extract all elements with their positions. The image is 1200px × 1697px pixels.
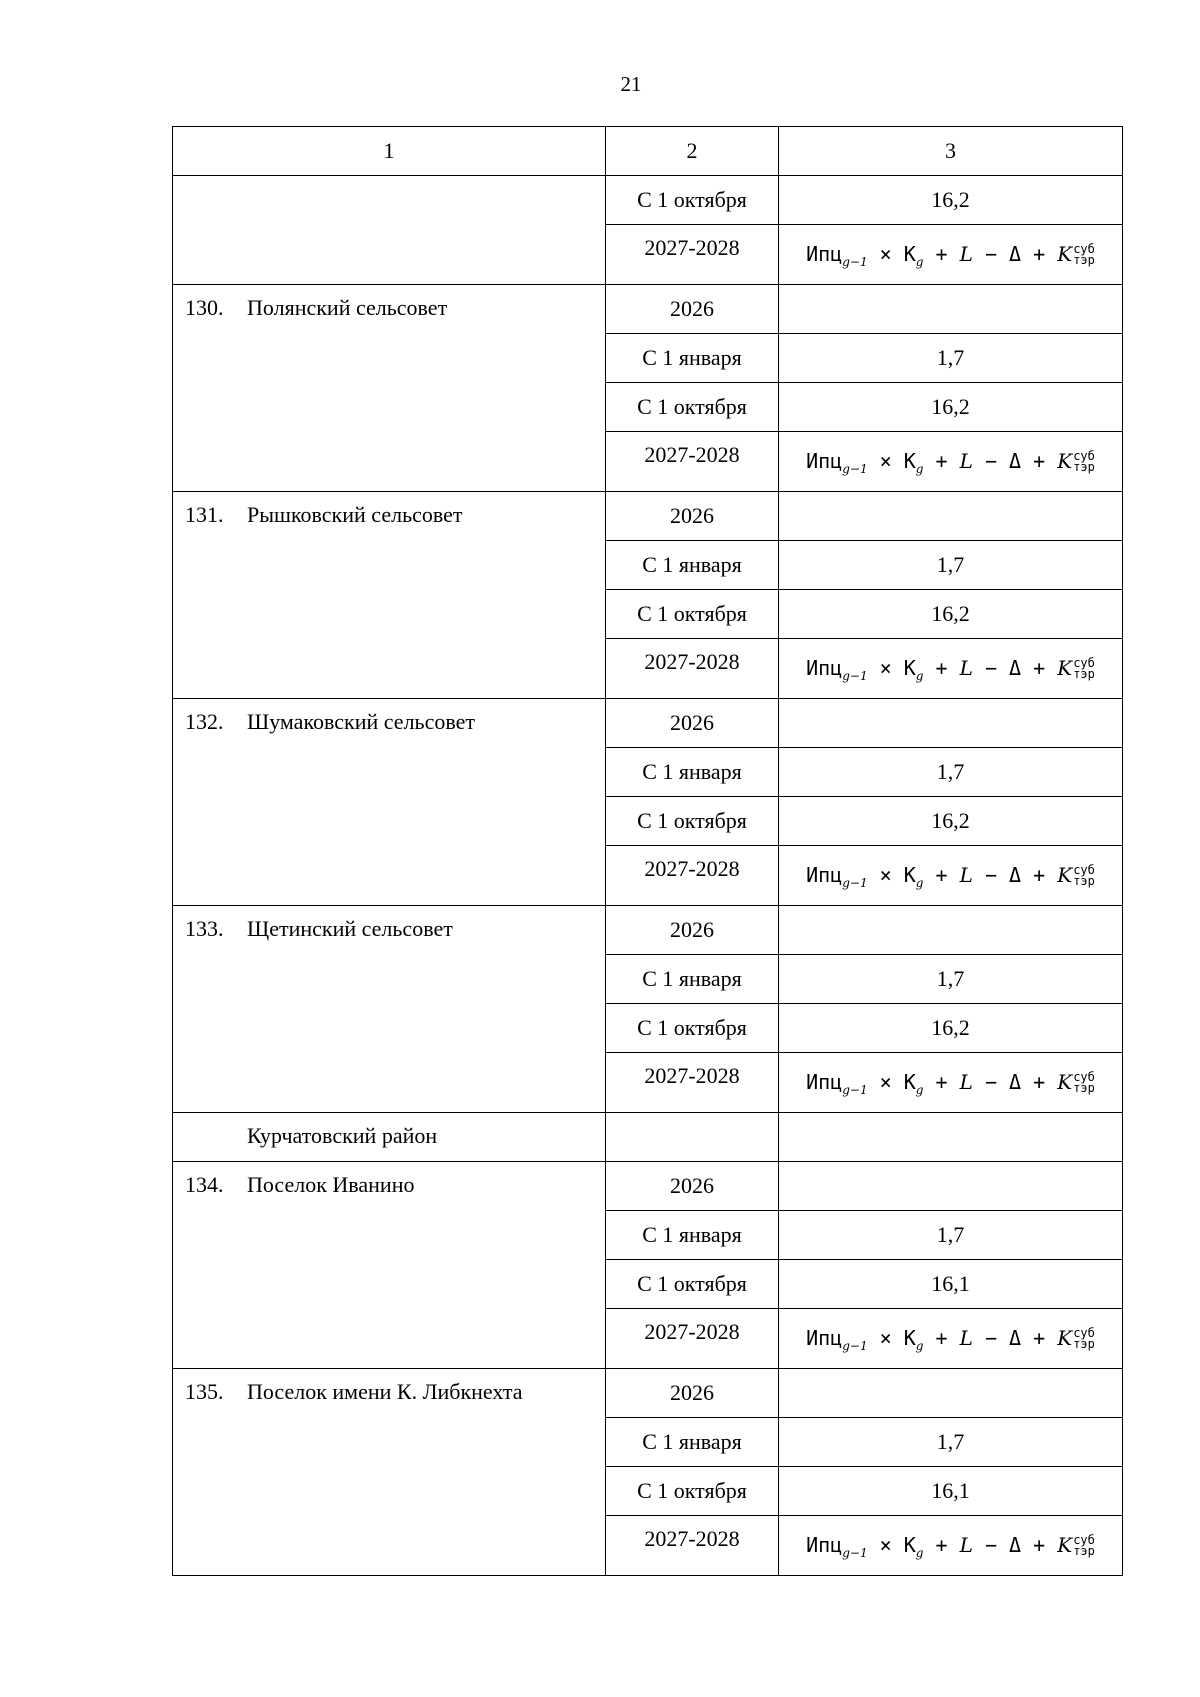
formula-kter-sub: тэр xyxy=(1073,253,1095,267)
formula-delta: Δ xyxy=(1009,655,1022,680)
period-cell: С 1 октября xyxy=(606,383,779,432)
formula-plus-2: + xyxy=(1033,1069,1046,1094)
value-cell xyxy=(779,639,1123,699)
entry-cell xyxy=(173,1369,606,1576)
entry-name: Шумаковский сельсовет xyxy=(247,709,475,734)
entry-number: 134. xyxy=(185,1172,224,1197)
formula-kter-sub: тэр xyxy=(1073,667,1095,681)
entry-cell xyxy=(173,285,606,492)
value-cell: 1,7 xyxy=(779,748,1123,797)
entry-name: Полянский сельсовет xyxy=(247,295,448,320)
formula-base: Ипц xyxy=(806,1325,843,1350)
period-cell: 2027-2028 xyxy=(606,1309,779,1369)
period-cell: 2027-2028 xyxy=(606,432,779,492)
formula-kter: K xyxy=(1057,862,1073,887)
formula-plus-1: + xyxy=(935,1532,948,1557)
formula-times: × xyxy=(879,1325,892,1350)
formula xyxy=(806,655,1095,683)
formula xyxy=(806,1069,1095,1097)
formula-k-sub: g xyxy=(915,668,924,683)
formula-kter-sub: тэр xyxy=(1073,874,1095,888)
formula-minus: − xyxy=(984,1069,997,1094)
period-cell xyxy=(606,1113,779,1162)
formula-delta: Δ xyxy=(1009,1069,1022,1094)
formula-plus-1: + xyxy=(935,1325,948,1350)
formula-l: L xyxy=(959,1532,973,1557)
formula-base: Ипц xyxy=(806,655,843,680)
period-cell: С 1 октября xyxy=(606,797,779,846)
entry-number: 130. xyxy=(185,295,224,320)
formula-minus: − xyxy=(984,862,997,887)
value-cell: 16,2 xyxy=(779,797,1123,846)
formula-kter-indices xyxy=(1073,451,1095,473)
formula-minus: − xyxy=(984,1325,997,1350)
entry-cell xyxy=(173,492,606,699)
formula-delta: Δ xyxy=(1009,241,1022,266)
formula-l: L xyxy=(959,448,973,473)
formula-minus: − xyxy=(984,448,997,473)
entry-number: 132. xyxy=(185,709,224,734)
formula-k: К xyxy=(903,1325,916,1350)
period-cell: С 1 октября xyxy=(606,1467,779,1516)
value-cell xyxy=(779,1516,1123,1576)
value-cell xyxy=(779,1053,1123,1113)
formula-k: К xyxy=(903,448,916,473)
entry-label xyxy=(173,1113,605,1149)
period-cell: 2027-2028 xyxy=(606,639,779,699)
formula-base-sub: g−1 xyxy=(842,1545,868,1560)
formula-plus-1: + xyxy=(935,1069,948,1094)
value-cell xyxy=(779,1113,1123,1162)
formula-k-sub: g xyxy=(915,875,924,890)
entry-number xyxy=(185,1123,247,1149)
formula-base: Ипц xyxy=(806,1069,843,1094)
formula-plus-1: + xyxy=(935,655,948,680)
formula-delta: Δ xyxy=(1009,1532,1022,1557)
value-cell xyxy=(779,225,1123,285)
formula-delta: Δ xyxy=(1009,862,1022,887)
value-cell: 16,1 xyxy=(779,1467,1123,1516)
formula-kter-sub: тэр xyxy=(1073,1544,1095,1558)
formula-kter-sup: суб xyxy=(1073,1326,1095,1340)
formula-plus-1: + xyxy=(935,241,948,266)
formula xyxy=(806,1532,1095,1560)
table-row xyxy=(173,699,1123,748)
value-cell xyxy=(779,1369,1123,1418)
value-cell: 16,1 xyxy=(779,1260,1123,1309)
entry-cell xyxy=(173,1162,606,1369)
period-cell: С 1 января xyxy=(606,1418,779,1467)
formula-base: Ипц xyxy=(806,862,843,887)
formula-k: К xyxy=(903,241,916,266)
formula-k: К xyxy=(903,862,916,887)
formula-kter-indices xyxy=(1073,865,1095,887)
formula-kter: K xyxy=(1057,1069,1073,1094)
formula-kter: K xyxy=(1057,1325,1073,1350)
header-cell-3: 3 xyxy=(779,127,1123,176)
entry-number: 131. xyxy=(185,502,224,527)
entry-cell xyxy=(173,906,606,1113)
formula-base-sub: g−1 xyxy=(842,875,868,890)
formula xyxy=(806,862,1095,890)
formula-minus: − xyxy=(984,241,997,266)
value-cell: 1,7 xyxy=(779,1211,1123,1260)
entry-number: 133. xyxy=(185,916,224,941)
formula-kter-indices xyxy=(1073,658,1095,680)
entry-number: 135. xyxy=(185,1379,224,1404)
formula-base: Ипц xyxy=(806,448,843,473)
formula-kter-sup: суб xyxy=(1073,449,1095,463)
value-cell xyxy=(779,492,1123,541)
formula-delta: Δ xyxy=(1009,1325,1022,1350)
entry-cell-continued xyxy=(173,176,606,285)
period-cell: С 1 января xyxy=(606,541,779,590)
formula-base-sub: g−1 xyxy=(842,668,868,683)
value-cell: 1,7 xyxy=(779,1418,1123,1467)
value-cell xyxy=(779,432,1123,492)
table-row xyxy=(173,285,1123,334)
formula-plus-2: + xyxy=(1033,241,1046,266)
value-cell xyxy=(779,285,1123,334)
formula-k: К xyxy=(903,1532,916,1557)
period-cell: С 1 октября xyxy=(606,590,779,639)
period-cell: 2026 xyxy=(606,492,779,541)
formula-kter-indices xyxy=(1073,244,1095,266)
entry-name: Поселок Иванино xyxy=(247,1172,415,1197)
period-cell: С 1 января xyxy=(606,1211,779,1260)
period-cell: С 1 января xyxy=(606,955,779,1004)
entry-name: Щетинский сельсовет xyxy=(247,916,453,941)
formula-kter-sub: тэр xyxy=(1073,460,1095,474)
value-cell: 16,2 xyxy=(779,590,1123,639)
entry-cell xyxy=(173,1113,606,1162)
period-cell: С 1 октября xyxy=(606,176,779,225)
formula-k-sub: g xyxy=(915,461,924,476)
header-cell-2: 2 xyxy=(606,127,779,176)
formula xyxy=(806,241,1095,269)
formula-base-sub: g−1 xyxy=(842,254,868,269)
entry-name: Рышковский сельсовет xyxy=(247,502,463,527)
formula-l: L xyxy=(959,241,973,266)
formula-kter-indices xyxy=(1073,1072,1095,1094)
formula-kter: K xyxy=(1057,655,1073,680)
formula-l: L xyxy=(959,1325,973,1350)
formula-base-sub: g−1 xyxy=(842,1338,868,1353)
period-cell: 2027-2028 xyxy=(606,1516,779,1576)
formula-times: × xyxy=(879,1069,892,1094)
formula-k-sub: g xyxy=(915,1545,924,1560)
formula-plus-1: + xyxy=(935,862,948,887)
formula-times: × xyxy=(879,241,892,266)
formula-delta: Δ xyxy=(1009,448,1022,473)
table-row xyxy=(173,906,1123,955)
formula-kter: K xyxy=(1057,1532,1073,1557)
formula-plus-2: + xyxy=(1033,1325,1046,1350)
value-cell xyxy=(779,699,1123,748)
formula-l: L xyxy=(959,1069,973,1094)
value-cell: 16,2 xyxy=(779,1004,1123,1053)
entry-label xyxy=(173,906,605,942)
formula-kter-indices xyxy=(1073,1535,1095,1557)
value-cell: 1,7 xyxy=(779,334,1123,383)
period-cell: 2026 xyxy=(606,906,779,955)
formula-kter-sup: суб xyxy=(1073,1533,1095,1547)
formula xyxy=(806,448,1095,476)
formula-base-sub: g−1 xyxy=(842,1082,868,1097)
period-cell: 2026 xyxy=(606,285,779,334)
formula-k: К xyxy=(903,655,916,680)
header-cell-1: 1 xyxy=(173,127,606,176)
period-cell: 2027-2028 xyxy=(606,225,779,285)
period-cell: С 1 октября xyxy=(606,1004,779,1053)
formula-k-sub: g xyxy=(915,1338,924,1353)
formula-plus-1: + xyxy=(935,448,948,473)
formula-k-sub: g xyxy=(915,254,924,269)
value-cell xyxy=(779,1162,1123,1211)
formula-minus: − xyxy=(984,655,997,680)
table-header-row xyxy=(173,127,1123,176)
entry-label xyxy=(173,1369,605,1405)
formula-times: × xyxy=(879,862,892,887)
entry-label xyxy=(173,1162,605,1198)
value-cell: 1,7 xyxy=(779,955,1123,1004)
period-cell: 2027-2028 xyxy=(606,1053,779,1113)
entry-cell xyxy=(173,699,606,906)
table-row xyxy=(173,1113,1123,1162)
table-row xyxy=(173,1369,1123,1418)
formula-kter-indices xyxy=(1073,1328,1095,1350)
page-number: 21 xyxy=(620,72,642,96)
period-cell: С 1 января xyxy=(606,748,779,797)
formula xyxy=(806,1325,1095,1353)
formula-l: L xyxy=(959,862,973,887)
formula-k-sub: g xyxy=(915,1082,924,1097)
entry-name: Курчатовский район xyxy=(247,1123,438,1148)
entry-name: Поселок имени К. Либкнехта xyxy=(247,1379,523,1404)
period-cell: 2026 xyxy=(606,1369,779,1418)
formula-base-sub: g−1 xyxy=(842,461,868,476)
value-cell xyxy=(779,1309,1123,1369)
formula-plus-2: + xyxy=(1033,1532,1046,1557)
table-row xyxy=(173,1162,1123,1211)
formula-base: Ипц xyxy=(806,241,843,266)
formula-base: Ипц xyxy=(806,1532,843,1557)
formula-times: × xyxy=(879,1532,892,1557)
formula-plus-2: + xyxy=(1033,655,1046,680)
formula-minus: − xyxy=(984,1532,997,1557)
formula-kter-sup: суб xyxy=(1073,656,1095,670)
formula-l: L xyxy=(959,655,973,680)
formula-kter-sup: суб xyxy=(1073,863,1095,877)
period-cell: 2026 xyxy=(606,699,779,748)
formula-kter-sub: тэр xyxy=(1073,1081,1095,1095)
formula-times: × xyxy=(879,448,892,473)
formula-kter: K xyxy=(1057,241,1073,266)
formula-kter: K xyxy=(1057,448,1073,473)
value-cell xyxy=(779,906,1123,955)
value-cell xyxy=(779,846,1123,906)
formula-kter-sup: суб xyxy=(1073,1070,1095,1084)
value-cell: 16,2 xyxy=(779,176,1123,225)
period-cell: С 1 января xyxy=(606,334,779,383)
formula-plus-2: + xyxy=(1033,862,1046,887)
entry-label xyxy=(173,285,605,321)
period-cell: 2026 xyxy=(606,1162,779,1211)
formula-times: × xyxy=(879,655,892,680)
period-cell: С 1 октября xyxy=(606,1260,779,1309)
value-cell: 1,7 xyxy=(779,541,1123,590)
table-row xyxy=(173,492,1123,541)
entry-label xyxy=(173,492,605,528)
entry-label xyxy=(173,699,605,735)
table-row xyxy=(173,176,1123,225)
formula-k: К xyxy=(903,1069,916,1094)
formula-kter-sub: тэр xyxy=(1073,1337,1095,1351)
value-cell: 16,2 xyxy=(779,383,1123,432)
tariff-table xyxy=(172,126,1123,1576)
formula-plus-2: + xyxy=(1033,448,1046,473)
period-cell: 2027-2028 xyxy=(606,846,779,906)
table-body xyxy=(173,127,1123,1576)
formula-kter-sup: суб xyxy=(1073,242,1095,256)
